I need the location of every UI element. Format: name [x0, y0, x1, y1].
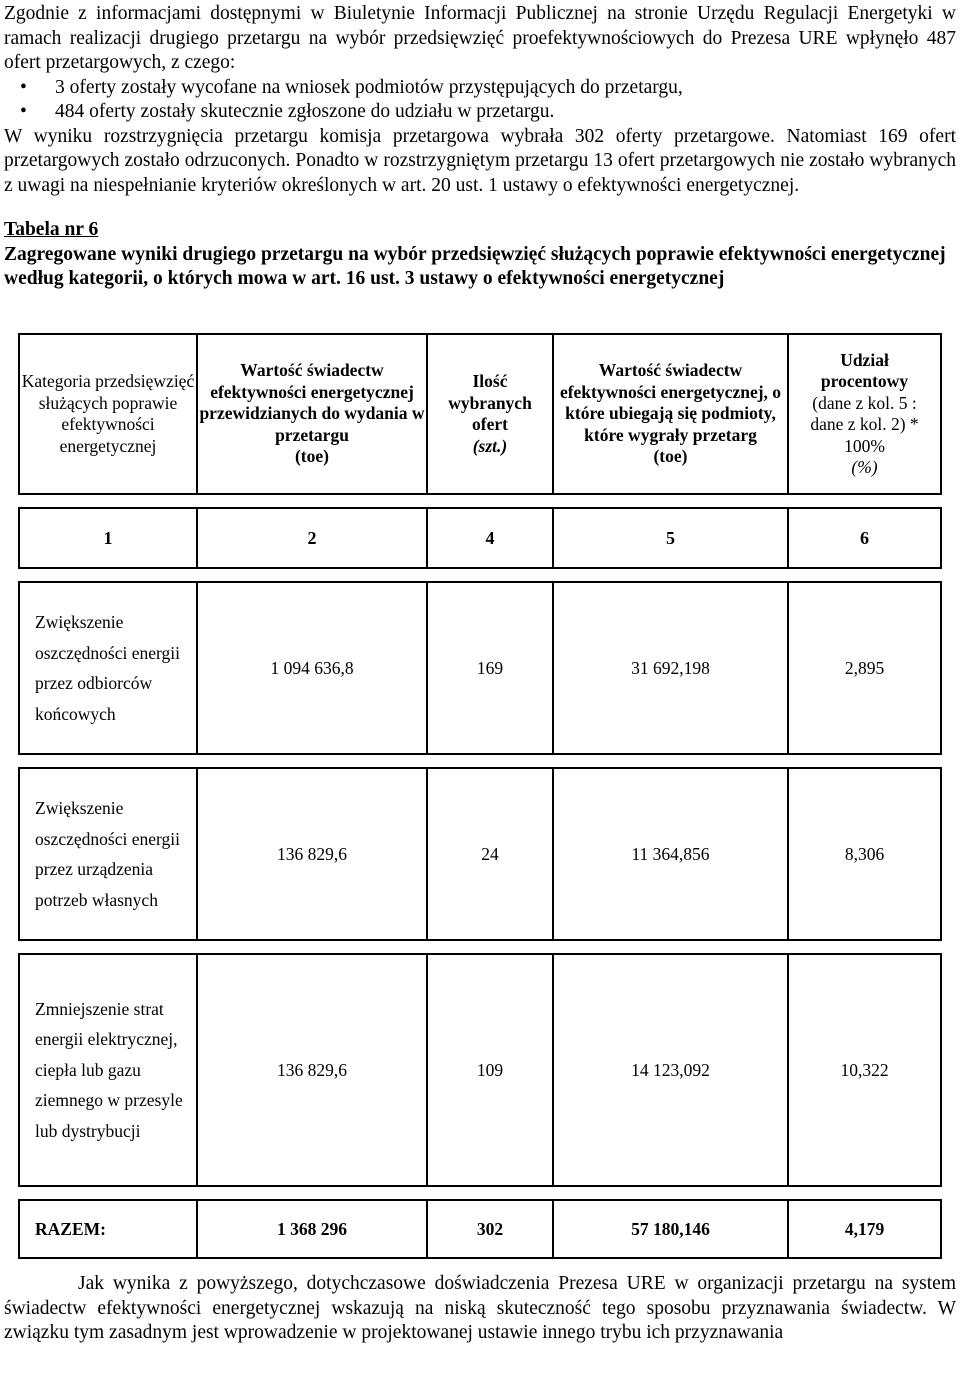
closing-section: [4, 1272, 956, 1346]
share-cell: 10,322: [788, 954, 941, 1186]
certificates-value-cell: 136 829,6: [197, 954, 427, 1186]
total-certificates-value: 1 368 296: [197, 1200, 427, 1258]
bullet-icon: •: [20, 76, 27, 98]
share-cell: 8,306: [788, 768, 941, 940]
table-header-row: [19, 334, 941, 494]
column-number: 2: [197, 508, 427, 568]
header-won-value: Wartość świadectw efektywności energetycznej, o które ubiegają się podmioty, które wygrały przetarg (toe): [553, 334, 788, 494]
count-cell: 169: [427, 582, 553, 754]
won-value-cell: 31 692,198: [553, 582, 788, 754]
total-label: RAZEM:: [19, 1200, 197, 1258]
header-count: Ilość wybranych ofert (szt.): [427, 334, 553, 494]
document-body: [4, 0, 956, 292]
count-cell: 109: [427, 954, 553, 1186]
total-share: 4,179: [788, 1200, 941, 1258]
certificates-value-cell: 1 094 636,8: [197, 582, 427, 754]
row-separator: [19, 568, 941, 582]
total-count: 302: [427, 1200, 553, 1258]
category-cell: Zwiększenie oszczędności energii przez urządzenia potrzeb własnych: [19, 768, 197, 940]
results-table: [18, 333, 942, 1259]
category-cell: Zmniejszenie strat energii elektrycznej, ciepła lub gazu ziemnego w przesyle lub dystrybucji: [19, 954, 197, 1186]
total-won-value: 57 180,146: [553, 1200, 788, 1258]
offers-list: [4, 76, 956, 125]
header-certificates-value: Wartość świadectw efektywności energetycznej przewidzianych do wydania w przetargu (toe): [197, 334, 427, 494]
closing-paragraph: Jak wynika z powyższego, dotychczasowe doświadczenia Prezesa URE w organizacji przetargu na system świadectw efektywności energetycznej wskazują na niską skuteczność tego sposobu przyznawania świadectw. W związku tym zasadnym jest wprowadzenie w projektowanej ustawie innego trybu ich przyznawania: [4, 1273, 956, 1343]
list-item: • 484 oferty zostały skutecznie zgłoszone do udziału w przetargu.: [4, 100, 956, 125]
column-number: 5: [553, 508, 788, 568]
category-cell: Zwiększenie oszczędności energii przez odbiorców końcowych: [19, 582, 197, 754]
total-row: [19, 1200, 941, 1258]
column-number: 4: [427, 508, 553, 568]
header-share: Udział procentowy (dane z kol. 5 : dane z kol. 2) * 100% (%): [788, 334, 941, 494]
row-separator: [19, 1186, 941, 1200]
won-value-cell: 11 364,856: [553, 768, 788, 940]
table-row: [19, 768, 941, 940]
column-numbers-row: [19, 508, 941, 568]
won-value-cell: 14 123,092: [553, 954, 788, 1186]
intro-paragraph: Zgodnie z informacjami dostępnymi w Biuletynie Informacji Publicznej na stronie Urzędu Regulacji Energetyki w ramach realizacji drugiego przetargu na wybór przedsięwzięć proefektywnościowych do Prezesa URE wpłynęło 487 ofert przetargowych, z czego:: [4, 3, 956, 73]
row-separator: [19, 494, 941, 508]
result-paragraph: W wyniku rozstrzygnięcia przetargu komisja przetargowa wybrała 302 oferty przetargowe. Natomiast 169 ofert przetargowych zostało odrzuconych. Ponadto w rozstrzygniętym przetargu 13 ofert przetargowych nie zostało wybranych z uwagi na niespełnianie kryteriów określonych w art. 20 ust. 1 ustawy o efektywności energetycznej.: [4, 125, 956, 196]
bullet-icon: •: [20, 101, 27, 122]
list-item: • 3 oferty zostały wycofane na wniosek podmiotów przystępujących do przetargu,: [4, 76, 956, 101]
table-row: [19, 954, 941, 1186]
column-number: 1: [19, 508, 197, 568]
table-row: [19, 582, 941, 754]
table-title: Tabela nr 6: [4, 219, 99, 240]
table-caption: Zagregowane wyniki drugiego przetargu na wybór przedsięwzięć służących poprawie efektywności energetycznej według kategorii, o których mowa w art. 16 ust. 3 ustawy o efektywności energetycznej: [4, 243, 946, 289]
certificates-value-cell: 136 829,6: [197, 768, 427, 940]
column-number: 6: [788, 508, 941, 568]
row-separator: [19, 754, 941, 768]
header-category: Kategoria przedsięwzięć służących poprawie efektywności energetycznej: [19, 334, 197, 494]
share-cell: 2,895: [788, 582, 941, 754]
row-separator: [19, 940, 941, 954]
count-cell: 24: [427, 768, 553, 940]
